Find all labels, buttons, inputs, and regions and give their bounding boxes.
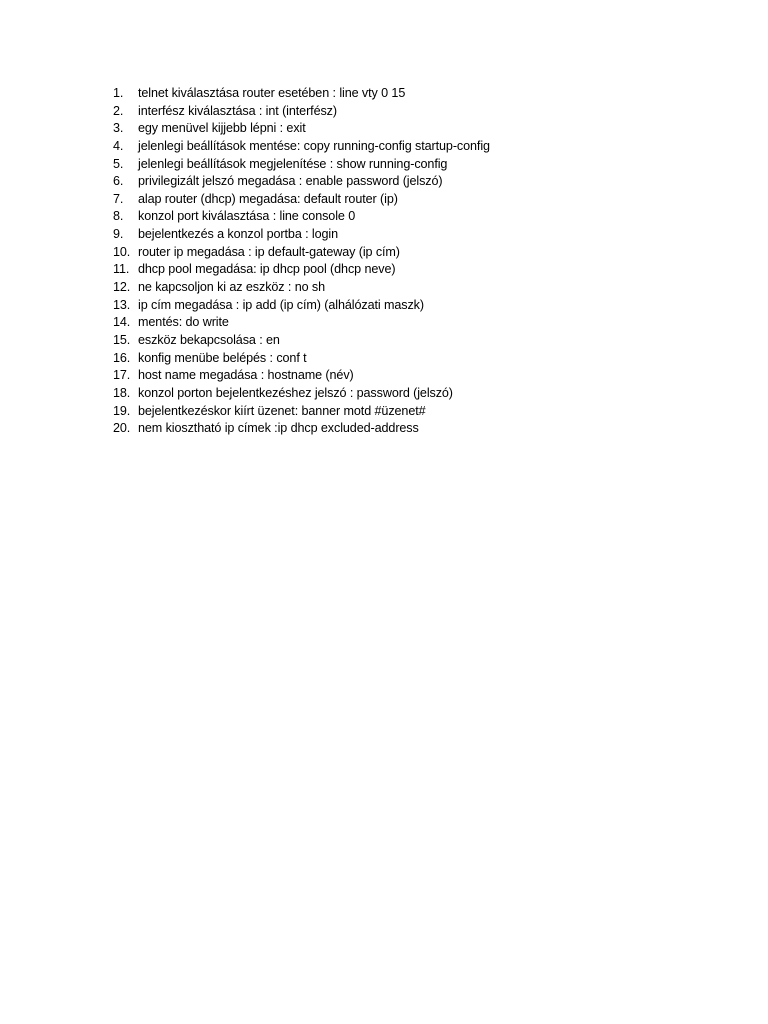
list-item — [113, 138, 490, 156]
item-number: 2. — [113, 103, 124, 118]
list-item — [113, 120, 490, 138]
item-number: 13. — [113, 297, 131, 312]
item-text: interfész kiválasztása : int (interfész) — [138, 103, 337, 118]
item-text: privilegizált jelszó megadása : enable password (jelszó) — [138, 174, 443, 189]
list-item — [113, 103, 490, 121]
item-number: 3. — [113, 121, 124, 136]
list-item — [113, 332, 490, 350]
item-text: bejelentkezéskor kiírt üzenet: banner motd #üzenet# — [138, 403, 426, 418]
list-item — [113, 385, 490, 403]
list-item — [113, 420, 490, 438]
list-item — [113, 350, 490, 368]
list-item — [113, 156, 490, 174]
item-text: bejelentkezés a konzol portba : login — [138, 227, 339, 242]
item-number: 7. — [113, 191, 124, 206]
item-text: konfig menübe belépés : conf t — [138, 350, 307, 365]
item-text: egy menüvel kijjebb lépni : exit — [138, 121, 306, 136]
item-number: 16. — [113, 350, 131, 365]
list-item — [113, 261, 490, 279]
item-number: 9. — [113, 227, 124, 242]
item-text: alap router (dhcp) megadása: default router (ip) — [138, 191, 398, 206]
item-text: mentés: do write — [138, 315, 229, 330]
item-number: 18. — [113, 385, 131, 400]
item-text: dhcp pool megadása: ip dhcp pool (dhcp neve) — [138, 262, 396, 277]
item-text: telnet kiválasztása router esetében : line vty 0 15 — [138, 86, 406, 100]
item-text: konzol porton bejelentkezéshez jelszó : password (jelszó) — [138, 385, 453, 400]
item-text: host name megadása : hostname (név) — [138, 368, 354, 383]
item-number: 1. — [113, 86, 124, 100]
list-item — [113, 279, 490, 297]
item-text: konzol port kiválasztása : line console 0 — [138, 209, 356, 224]
item-number: 10. — [113, 244, 131, 259]
list-item — [113, 208, 490, 226]
item-text: ip cím megadása : ip add (ip cím) (alhálózati maszk) — [138, 297, 424, 312]
numbered-list — [113, 85, 490, 438]
item-number: 12. — [113, 280, 131, 295]
item-number: 17. — [113, 368, 131, 383]
item-text: eszköz bekapcsolása : en — [138, 332, 280, 347]
item-number: 14. — [113, 315, 131, 330]
list-item — [113, 226, 490, 244]
list-item — [113, 297, 490, 315]
item-number: 20. — [113, 421, 131, 436]
item-number: 4. — [113, 138, 124, 153]
item-text: jelenlegi beállítások megjelenítése : show running-config — [138, 156, 448, 171]
item-text: router ip megadása : ip default-gateway (ip cím) — [138, 244, 400, 259]
item-text: jelenlegi beállítások mentése: copy running-config startup-config — [138, 138, 490, 153]
item-number: 19. — [113, 403, 131, 418]
item-number: 15. — [113, 332, 131, 347]
list-item — [113, 173, 490, 191]
list-item — [113, 314, 490, 332]
list-item — [113, 244, 490, 262]
item-number: 11. — [113, 262, 130, 277]
list-item — [113, 367, 490, 385]
list-item — [113, 191, 490, 209]
item-number: 6. — [113, 174, 124, 189]
list-item — [113, 403, 490, 421]
list-item — [113, 85, 490, 103]
item-text: nem kiosztható ip címek :ip dhcp excluded-address — [138, 421, 419, 436]
item-number: 5. — [113, 156, 124, 171]
item-number: 8. — [113, 209, 124, 224]
item-text: ne kapcsoljon ki az eszköz : no sh — [138, 280, 326, 295]
